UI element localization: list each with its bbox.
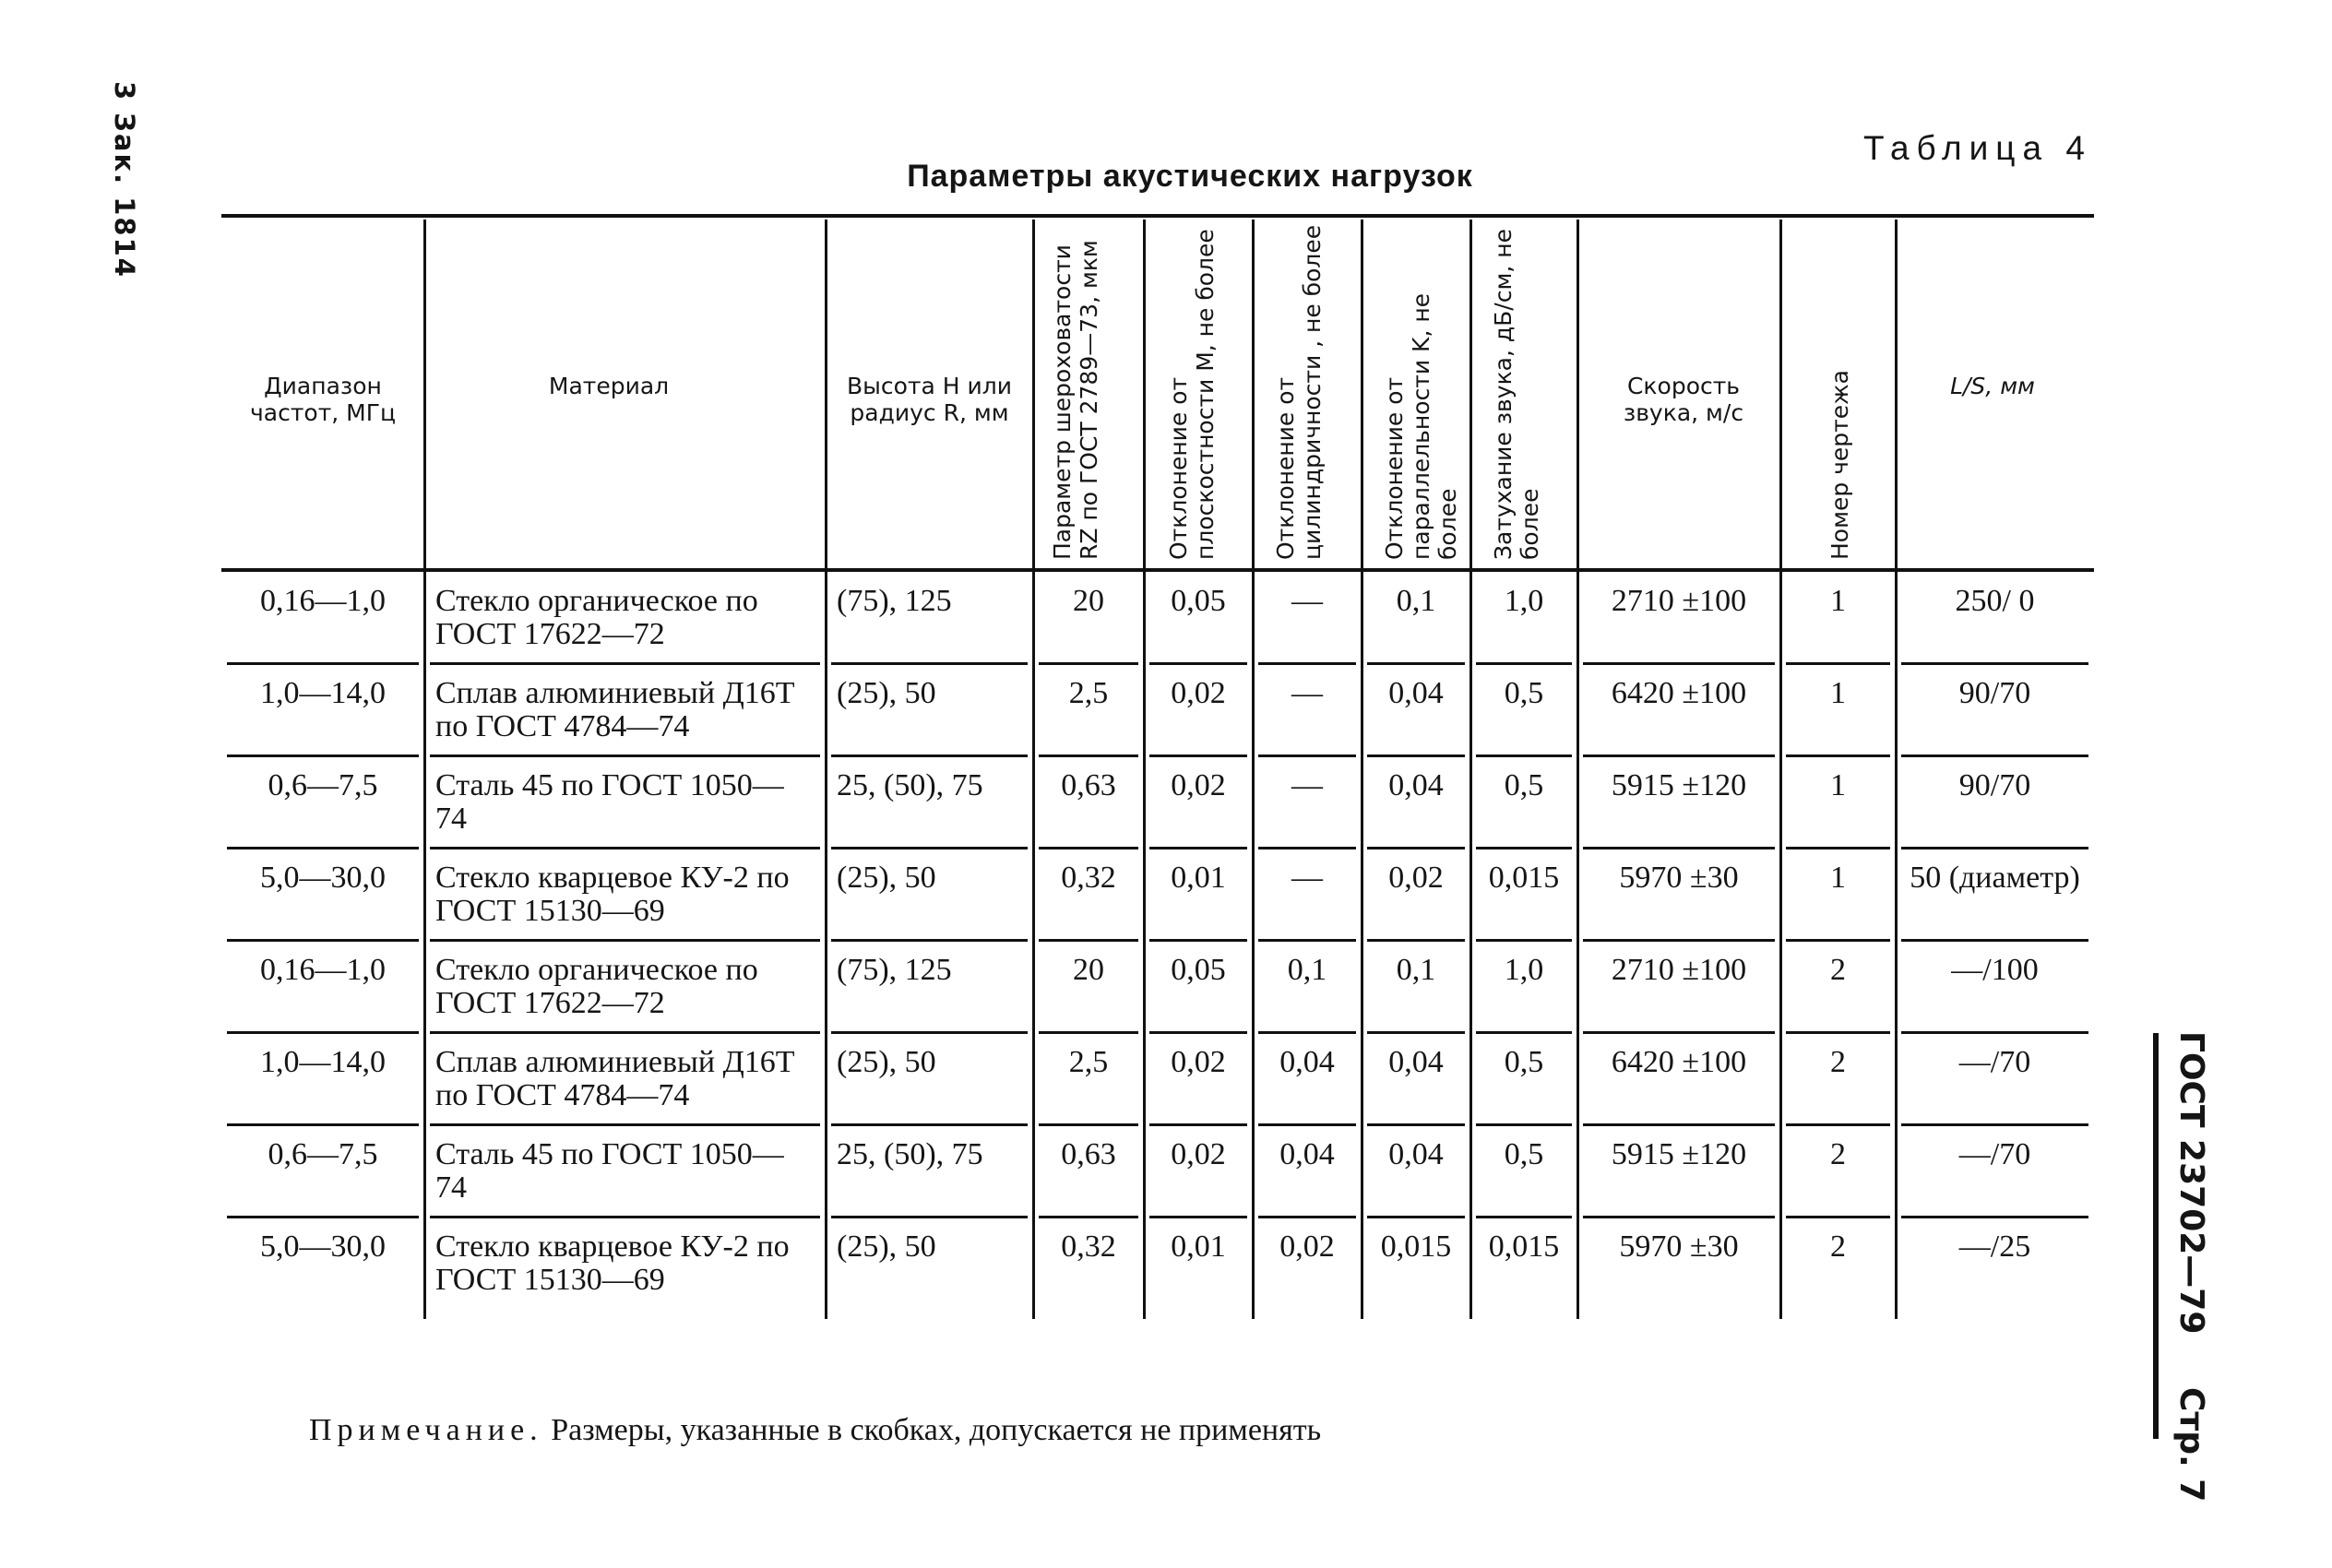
cell-ls: —/100	[1951, 953, 2039, 987]
row-separator	[1786, 1216, 1890, 1218]
row-separator	[1258, 847, 1356, 849]
cell-freq: 5,0—30,0	[260, 861, 386, 895]
row-separator	[430, 939, 820, 942]
row-separator	[831, 1031, 1028, 1034]
header-flatness: Отклонение от плоскостности M, не более	[1165, 229, 1219, 560]
row-separator	[1786, 847, 1890, 849]
row-separator	[1476, 939, 1572, 942]
cell-speed: 2710 ±100	[1611, 584, 1747, 618]
header-attenuation: Затухание звука, дБ/см, не более	[1490, 229, 1543, 560]
row-separator	[1367, 1031, 1465, 1034]
row-separator	[227, 662, 419, 665]
cell-parallelism: 0,015	[1380, 1229, 1452, 1264]
cell-flatness: 0,05	[1171, 953, 1226, 987]
column-divider	[1779, 220, 1782, 1319]
row-separator	[1258, 662, 1356, 665]
header-ls: L/S, мм	[1950, 373, 2035, 399]
cell-drawing: 2	[1830, 1137, 1846, 1171]
cell-height: (25), 50	[837, 861, 936, 895]
cell-cylindricity: —	[1291, 861, 1323, 895]
cell-parallelism: 0,1	[1396, 953, 1436, 987]
row-separator	[1476, 754, 1572, 757]
row-separator	[831, 1216, 1028, 1218]
row-separator	[1367, 847, 1465, 849]
cell-flatness: 0,02	[1171, 768, 1226, 802]
row-separator	[1786, 1123, 1890, 1126]
cell-roughness: 2,5	[1068, 1045, 1109, 1079]
table-top-border	[221, 214, 2094, 218]
cell-cylindricity: 0,02	[1279, 1229, 1335, 1264]
cell-ls: —/25	[1958, 1229, 2031, 1264]
cell-drawing: 1	[1830, 584, 1846, 618]
row-separator	[1039, 1123, 1138, 1126]
cell-attenuation: 0,5	[1504, 768, 1544, 802]
cell-ls: —/70	[1958, 1045, 2031, 1079]
cell-ls: 50 (диаметр)	[1910, 861, 2080, 895]
column-divider	[423, 220, 426, 1319]
row-separator	[227, 754, 419, 757]
cell-roughness: 0,63	[1061, 768, 1116, 802]
row-separator	[1149, 1031, 1247, 1034]
row-separator	[831, 939, 1028, 942]
row-separator	[1786, 754, 1890, 757]
row-separator	[1149, 1123, 1247, 1126]
row-separator	[430, 754, 820, 757]
parameters-table	[221, 214, 2094, 1395]
column-divider	[1469, 220, 1472, 1319]
row-separator	[1258, 754, 1356, 757]
row-separator	[1786, 1031, 1890, 1034]
row-separator	[227, 939, 419, 942]
row-separator	[1476, 662, 1572, 665]
row-separator	[1786, 939, 1890, 942]
row-separator	[1583, 939, 1775, 942]
cell-speed: 5915 ±120	[1611, 1137, 1747, 1171]
row-separator	[831, 662, 1028, 665]
row-separator	[1367, 1216, 1465, 1218]
table-note	[309, 1413, 1321, 1448]
row-separator	[1476, 1031, 1572, 1034]
cell-material: Сталь 45 по ГОСТ 1050—74	[435, 768, 784, 836]
row-separator	[1476, 1216, 1572, 1218]
cell-ls: 90/70	[1958, 768, 2031, 802]
column-divider	[1576, 220, 1579, 1319]
cell-height: (25), 50	[837, 1229, 936, 1264]
header-parallelism: Отклонение от параллельности K, не более	[1381, 292, 1461, 560]
row-separator	[831, 847, 1028, 849]
header-cylindricity: Отклонение от цилиндричности , не более	[1272, 224, 1326, 560]
cell-parallelism: 0,1	[1396, 584, 1436, 618]
cell-material: Сплав алюминиевый Д16Т по ГОСТ 4784—74	[435, 1045, 795, 1112]
cell-attenuation: 0,5	[1504, 676, 1544, 710]
row-separator	[1367, 1123, 1465, 1126]
cell-freq: 0,16—1,0	[260, 584, 386, 618]
row-separator	[430, 1216, 820, 1218]
cell-height: 25, (50), 75	[837, 768, 983, 802]
page-number: Стр. 7	[2172, 1386, 2210, 1503]
cell-cylindricity: —	[1291, 768, 1323, 802]
cell-speed: 6420 ±100	[1611, 676, 1747, 710]
cell-height: (25), 50	[837, 1045, 936, 1079]
cell-parallelism: 0,04	[1388, 676, 1444, 710]
row-separator	[430, 1123, 820, 1126]
row-separator	[1583, 847, 1775, 849]
row-separator	[227, 847, 419, 849]
cell-cylindricity: 0,1	[1287, 953, 1327, 987]
row-separator	[1583, 1216, 1775, 1218]
cell-speed: 6420 ±100	[1611, 1045, 1747, 1079]
row-separator	[1258, 1123, 1356, 1126]
margin-bar	[2153, 1033, 2159, 1439]
cell-roughness: 20	[1073, 953, 1104, 987]
cell-flatness: 0,01	[1171, 861, 1226, 895]
cell-drawing: 2	[1830, 953, 1846, 987]
cell-material: Стекло органическое по ГОСТ 17622—72	[435, 953, 758, 1020]
row-separator	[1583, 1123, 1775, 1126]
cell-drawing: 1	[1830, 676, 1846, 710]
column-divider	[1361, 220, 1363, 1319]
cell-speed: 5970 ±30	[1619, 1229, 1739, 1264]
row-separator	[1258, 939, 1356, 942]
row-separator	[1901, 1123, 2088, 1126]
cell-height: (75), 125	[837, 953, 952, 987]
row-separator	[430, 662, 820, 665]
cell-freq: 1,0—14,0	[260, 676, 386, 710]
header-separator	[221, 568, 2094, 572]
row-separator	[1901, 1216, 2088, 1218]
cell-attenuation: 1,0	[1504, 584, 1544, 618]
row-separator	[1039, 939, 1138, 942]
cell-drawing: 2	[1830, 1045, 1846, 1079]
cell-drawing: 1	[1830, 861, 1846, 895]
table-label: Таблица 4	[1863, 129, 2092, 167]
note-label: Примечание.	[309, 1413, 543, 1447]
cell-attenuation: 0,015	[1488, 861, 1560, 895]
row-separator	[1583, 754, 1775, 757]
cell-flatness: 0,05	[1171, 584, 1226, 618]
cell-flatness: 0,02	[1171, 676, 1226, 710]
cell-roughness: 0,32	[1061, 1229, 1116, 1264]
cell-freq: 0,6—7,5	[268, 1137, 378, 1171]
cell-flatness: 0,01	[1171, 1229, 1226, 1264]
header-roughness: Параметр шероховатости RZ по ГОСТ 2789—73, мкм	[1049, 240, 1102, 560]
cell-material: Сталь 45 по ГОСТ 1050—74	[435, 1137, 784, 1205]
cell-height: (25), 50	[837, 676, 936, 710]
cell-parallelism: 0,04	[1388, 768, 1444, 802]
cell-flatness: 0,02	[1171, 1137, 1226, 1171]
row-separator	[1901, 662, 2088, 665]
column-divider	[1143, 220, 1146, 1319]
cell-cylindricity: —	[1291, 584, 1323, 618]
cell-freq: 0,16—1,0	[260, 953, 386, 987]
row-separator	[1367, 662, 1465, 665]
cell-height: (75), 125	[837, 584, 952, 618]
note-text: Размеры, указанные в скобках, допускается не применять	[551, 1413, 1322, 1447]
row-separator	[1149, 1216, 1247, 1218]
row-separator	[1583, 662, 1775, 665]
row-separator	[1039, 662, 1138, 665]
header-drawing: Номер чертежа	[1826, 370, 1853, 560]
cell-attenuation: 1,0	[1504, 953, 1544, 987]
cell-speed: 2710 ±100	[1611, 953, 1747, 987]
row-separator	[227, 1031, 419, 1034]
row-separator	[1367, 754, 1465, 757]
cell-roughness: 0,32	[1061, 861, 1116, 895]
table-title: Параметры акустических нагрузок	[907, 159, 1473, 194]
row-separator	[430, 847, 820, 849]
cell-attenuation: 0,5	[1504, 1045, 1544, 1079]
row-separator	[1258, 1031, 1356, 1034]
standard-margin	[2163, 1031, 2219, 1503]
header-speed: Скорость звука, м/с	[1623, 373, 1744, 426]
row-separator	[1476, 1123, 1572, 1126]
cell-roughness: 2,5	[1068, 676, 1109, 710]
row-separator	[1901, 1031, 2088, 1034]
header-height: Высота H или радиус R, мм	[847, 373, 1012, 426]
cell-attenuation: 0,015	[1488, 1229, 1560, 1264]
row-separator	[1476, 847, 1572, 849]
row-separator	[1367, 939, 1465, 942]
cell-attenuation: 0,5	[1504, 1137, 1544, 1171]
row-separator	[1786, 662, 1890, 665]
row-separator	[1039, 1031, 1138, 1034]
row-separator	[831, 754, 1028, 757]
cell-roughness: 0,63	[1061, 1137, 1116, 1171]
cell-ls: 90/70	[1958, 676, 2031, 710]
row-separator	[227, 1123, 419, 1126]
cell-height: 25, (50), 75	[837, 1137, 983, 1171]
cell-roughness: 20	[1073, 584, 1104, 618]
cell-drawing: 1	[1830, 768, 1846, 802]
cell-drawing: 2	[1830, 1229, 1846, 1264]
header-freq: Диапазон частот, МГц	[250, 373, 396, 426]
cell-speed: 5970 ±30	[1619, 861, 1739, 895]
row-separator	[1039, 1216, 1138, 1218]
row-separator	[1901, 939, 2088, 942]
order-number-margin: 3 Зак. 1814	[109, 81, 140, 279]
standard-code: ГОСТ 23702—79	[2172, 1031, 2210, 1335]
row-separator	[1258, 1216, 1356, 1218]
cell-parallelism: 0,04	[1388, 1137, 1444, 1171]
row-separator	[1039, 847, 1138, 849]
row-separator	[1901, 847, 2088, 849]
cell-parallelism: 0,02	[1388, 861, 1444, 895]
cell-cylindricity: 0,04	[1279, 1045, 1335, 1079]
header-material: Материал	[548, 373, 670, 399]
row-separator	[831, 1123, 1028, 1126]
row-separator	[1149, 662, 1247, 665]
cell-parallelism: 0,04	[1388, 1045, 1444, 1079]
cell-speed: 5915 ±120	[1611, 768, 1747, 802]
row-separator	[1901, 754, 2088, 757]
cell-flatness: 0,02	[1171, 1045, 1226, 1079]
row-separator	[1583, 1031, 1775, 1034]
cell-ls: —/70	[1958, 1137, 2031, 1171]
column-divider	[825, 220, 827, 1319]
row-separator	[1149, 754, 1247, 757]
column-divider	[1032, 220, 1035, 1319]
column-divider	[1895, 220, 1898, 1319]
cell-material: Стекло кварцевое КУ-2 по ГОСТ 15130—69	[435, 861, 790, 928]
row-separator	[1039, 754, 1138, 757]
cell-material: Сплав алюминиевый Д16Т по ГОСТ 4784—74	[435, 676, 795, 743]
cell-material: Стекло органическое по ГОСТ 17622—72	[435, 584, 758, 651]
cell-freq: 5,0—30,0	[260, 1229, 386, 1264]
column-divider	[1252, 220, 1255, 1319]
cell-cylindricity: 0,04	[1279, 1137, 1335, 1171]
cell-ls: 250/ 0	[1955, 584, 2035, 618]
cell-cylindricity: —	[1291, 676, 1323, 710]
cell-freq: 0,6—7,5	[268, 768, 378, 802]
row-separator	[1149, 939, 1247, 942]
cell-freq: 1,0—14,0	[260, 1045, 386, 1079]
row-separator	[430, 1031, 820, 1034]
cell-material: Стекло кварцевое КУ-2 по ГОСТ 15130—69	[435, 1229, 790, 1297]
row-separator	[1149, 847, 1247, 849]
row-separator	[227, 1216, 419, 1218]
